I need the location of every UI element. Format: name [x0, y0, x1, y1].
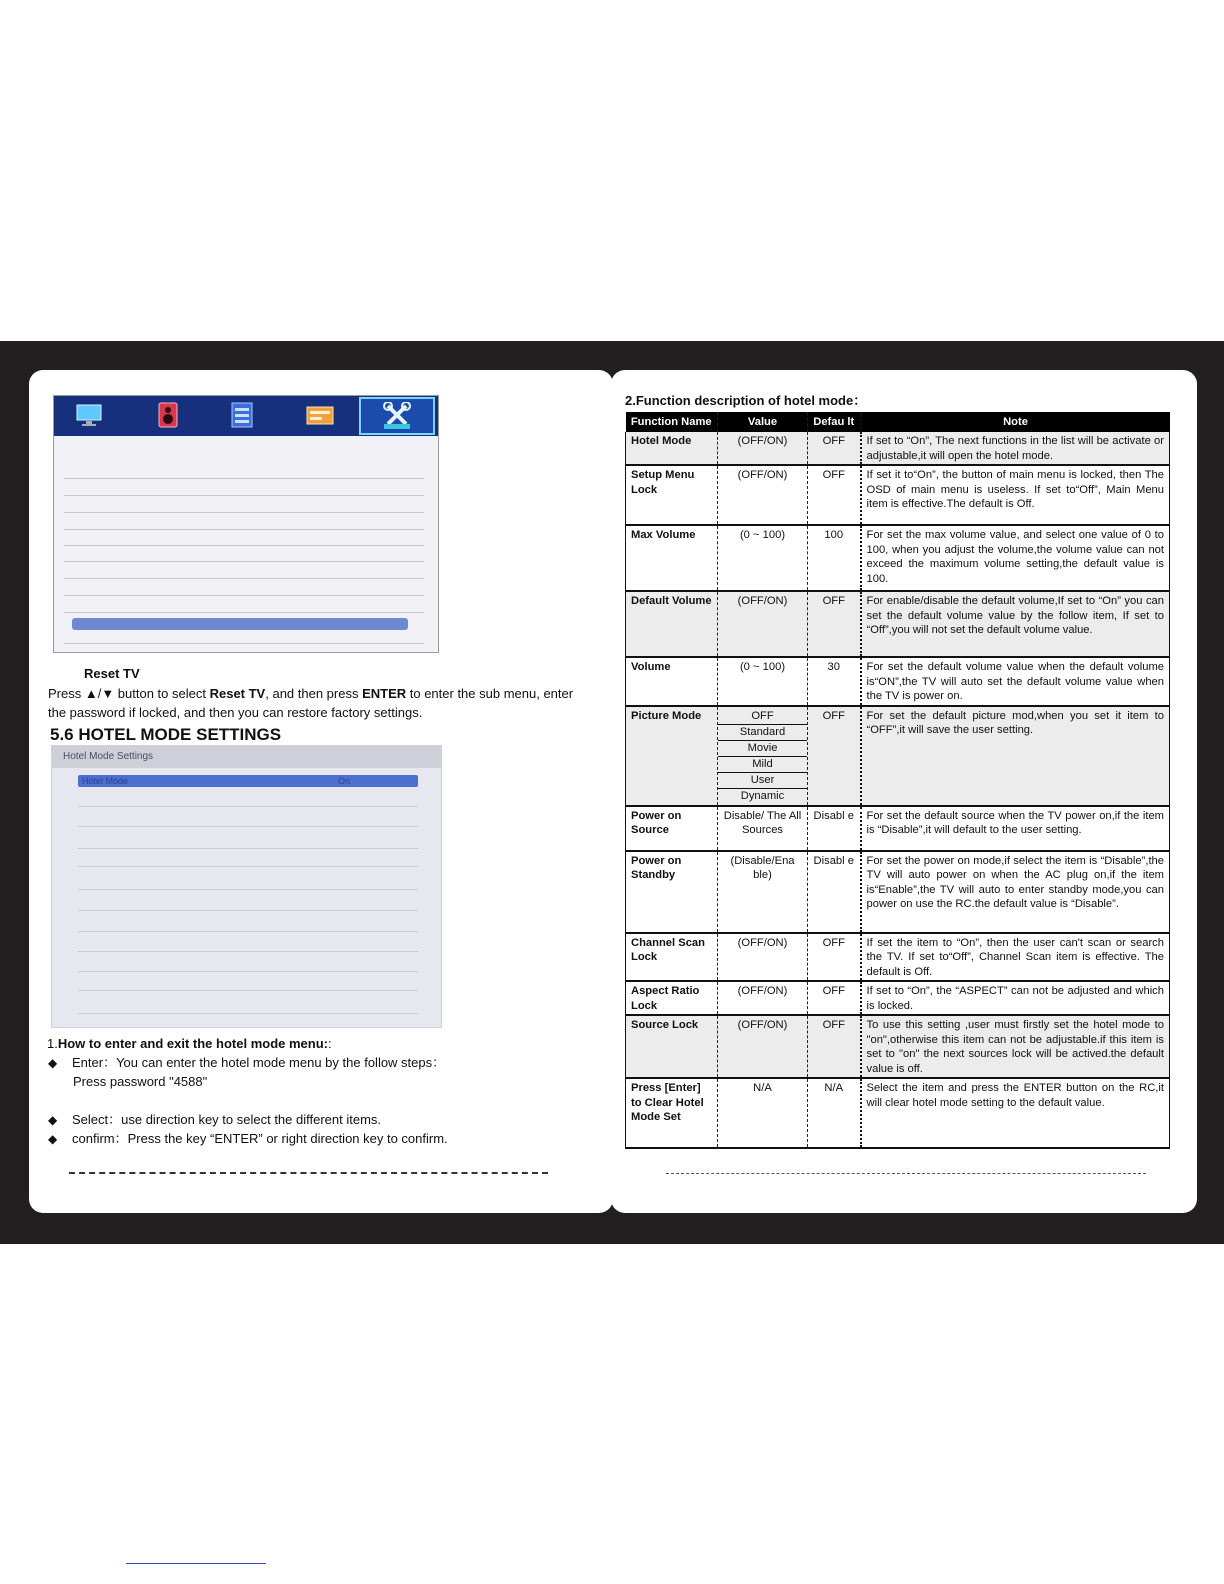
- table-row: [626, 591, 1170, 657]
- table-row: [626, 706, 1170, 806]
- header-default: Defau lt: [808, 412, 861, 432]
- bullet-select: ◆ Select：use direction key to select the different items.: [48, 1110, 381, 1130]
- row-value: Disable/ The All Sources: [718, 806, 808, 851]
- row-default: 30: [808, 657, 861, 706]
- row-default: OFF: [808, 432, 861, 465]
- page-footer-rule: [69, 1172, 548, 1174]
- row-note: For set the power on mode,if select the item is “Disable”,the TV will auto power on when the AC plug on,if the item is“Enable”,the TV will auto to enter standby mode,you can power on use the RC.the default value is “Disable”.: [861, 851, 1170, 933]
- settings-divider: [78, 910, 418, 911]
- settings-divider: [78, 1013, 418, 1014]
- menu-divider: [64, 512, 424, 513]
- settings-divider: [78, 806, 418, 807]
- header-value: Value: [718, 412, 808, 432]
- menu-selection-bar: [72, 618, 408, 630]
- row-name: Source Lock: [626, 1015, 718, 1078]
- row-value: N/A: [718, 1078, 808, 1148]
- table-row: [626, 657, 1170, 706]
- row-name: Power on Source: [626, 806, 718, 851]
- row-value: (OFF/ON): [718, 591, 808, 657]
- settings-divider: [78, 971, 418, 972]
- hotel-mode-settings-screenshot: [51, 745, 442, 1028]
- row-note: For set the default picture mod,when you set it item to “OFF”,it will save the user setting.: [861, 706, 1170, 806]
- row-default: OFF: [808, 706, 861, 806]
- settings-divider: [78, 990, 418, 991]
- row-name: Press [Enter] to Clear Hotel Mode Set: [626, 1078, 718, 1148]
- row-note: For set the max volume value, and select one value of 0 to 100, when you adjust the volume,the volume value can not exceed the maximum volume setting,the default value is 100.: [861, 525, 1170, 591]
- row-default: OFF: [808, 933, 861, 982]
- setup-tools-icon: [359, 397, 435, 435]
- row-value: (OFF/ON): [718, 933, 808, 982]
- row-default: OFF: [808, 981, 861, 1015]
- table-row: [626, 465, 1170, 525]
- row-note: For set the default source when the TV power on,if the item is “Disable”,it will default to the user setting.: [861, 806, 1170, 851]
- hotel-function-table: [625, 412, 1170, 1149]
- picture-mode-options: [718, 706, 808, 806]
- row-default: OFF: [808, 465, 861, 525]
- row-default: OFF: [808, 591, 861, 657]
- table-row: [626, 933, 1170, 982]
- diamond-bullet-icon: ◆: [48, 1056, 58, 1070]
- main-menu-screenshot: [53, 395, 439, 653]
- row-value: (0 ~ 100): [718, 657, 808, 706]
- picture-option: Mild: [718, 757, 807, 773]
- table-header-row: [626, 412, 1170, 432]
- hotel-settings-header: Hotel Mode Settings: [52, 746, 441, 768]
- row-note: If set it to“On”, the button of main menu is locked, then The OSD of main menu is useless. If set to“Off”, Main Menu item is effective.The default is Off.: [861, 465, 1170, 525]
- row-name: Channel Scan Lock: [626, 933, 718, 982]
- row-value: (0 ~ 100): [718, 525, 808, 591]
- row-note: If set to “On”, The next functions in the list will be activate or adjustable,it will open the hotel mode.: [861, 432, 1170, 465]
- bullet-enter: ◆ Enter：You can enter the hotel mode menu by the follow steps：: [48, 1053, 445, 1073]
- row-value: (OFF/ON): [718, 432, 808, 465]
- row-name: Hotel Mode: [626, 432, 718, 465]
- table-row: [626, 1015, 1170, 1078]
- row-name: Max Volume: [626, 525, 718, 591]
- row-value: (OFF/ON): [718, 981, 808, 1015]
- row-name: Picture Mode: [626, 706, 718, 806]
- channel-icon: [226, 400, 258, 430]
- function-description-title: 2.Function description of hotel mode：: [625, 393, 867, 408]
- sound-icon: [152, 400, 184, 430]
- row-value: (Disable/Ena ble): [718, 851, 808, 933]
- hyperlink-underline: [126, 1563, 266, 1564]
- how-to-title: 1.How to enter and exit the hotel mode menu::: [47, 1036, 332, 1051]
- header-function-name: Function Name: [626, 412, 718, 432]
- picture-option: OFF: [718, 709, 807, 725]
- settings-divider: [78, 931, 418, 932]
- row-name: Volume: [626, 657, 718, 706]
- reset-tv-description: Press ▲/▼ button to select Reset TV, and then press ENTER to enter the sub menu, enter the password if locked, and then you can restore factory settings.: [48, 686, 574, 720]
- picture-option: Movie: [718, 741, 807, 757]
- header-note: Note: [861, 412, 1170, 432]
- row-note: For set the default volume value when the default volume is“ON”,the TV will auto set the default volume value when the TV is power on.: [861, 657, 1170, 706]
- reset-tv-heading: Reset TV: [84, 666, 140, 681]
- picture-option: Dynamic: [740, 789, 785, 802]
- row-note: If set the item to “On”, then the user can't scan or search the TV. If set to“Off”, Channel Scan item is effective. The default is Off.: [861, 933, 1170, 982]
- picture-option: Standard: [718, 725, 807, 741]
- row-note: For enable/disable the default volume,If set to “On” you can set the default volume value by the follow item, If set to “Off”,you will not set the default volume value.: [861, 591, 1170, 657]
- row-value: (OFF/ON): [718, 1015, 808, 1078]
- menu-divider: [64, 478, 424, 479]
- row-name: Aspect Ratio Lock: [626, 981, 718, 1015]
- row-note: If set to “On”, the “ASPECT” can not be adjusted and which is locked.: [861, 981, 1170, 1015]
- menu-divider: [64, 529, 424, 530]
- page-footer-rule: [666, 1173, 1146, 1174]
- table-row: [626, 1078, 1170, 1148]
- row-default: 100: [808, 525, 861, 591]
- menu-divider: [64, 595, 424, 596]
- table-row: [626, 432, 1170, 465]
- settings-divider: [78, 848, 418, 849]
- bullet-confirm: ◆ confirm：Press the key “ENTER” or right direction key to confirm.: [48, 1129, 448, 1149]
- left-page: [29, 370, 613, 1213]
- picture-icon: [73, 400, 105, 430]
- row-default: Disabl e: [808, 851, 861, 933]
- menu-divider: [64, 561, 424, 562]
- right-page: [611, 370, 1197, 1213]
- row-note: To use this setting ,user must firstly set the hotel mode to "on",otherwise this item can not be adjustable.if this item is set to "on" the next sources lock will be actived.the default value is off.: [861, 1015, 1170, 1078]
- row-name: Setup Menu Lock: [626, 465, 718, 525]
- settings-divider: [78, 866, 418, 867]
- settings-divider: [78, 951, 418, 952]
- menu-divider: [64, 612, 424, 613]
- table-row: [626, 981, 1170, 1015]
- menu-icon-bar: [54, 396, 438, 436]
- section-title: 5.6 HOTEL MODE SETTINGS: [50, 725, 282, 744]
- row-name: Power on Standby: [626, 851, 718, 933]
- settings-divider: [78, 826, 418, 827]
- row-value: (OFF/ON): [718, 465, 808, 525]
- hotel-mode-row-selected: Hotel Mode On: [78, 775, 418, 787]
- row-note: Select the item and press the ENTER button on the RC,it will clear hotel mode setting to the default value.: [861, 1078, 1170, 1148]
- enter-password-line: Press password "4588": [73, 1074, 208, 1089]
- lock-icon: [304, 400, 336, 430]
- menu-divider: [64, 578, 424, 579]
- menu-divider: [64, 643, 424, 644]
- picture-option: User: [718, 773, 807, 789]
- row-default: N/A: [808, 1078, 861, 1148]
- row-default: OFF: [808, 1015, 861, 1078]
- menu-divider: [64, 545, 424, 546]
- diamond-bullet-icon: ◆: [48, 1132, 58, 1146]
- table-row: [626, 851, 1170, 933]
- settings-divider: [78, 889, 418, 890]
- diamond-bullet-icon: ◆: [48, 1113, 58, 1127]
- menu-divider: [64, 495, 424, 496]
- row-name: Default Volume: [626, 591, 718, 657]
- table-row: [626, 525, 1170, 591]
- table-row: [626, 806, 1170, 851]
- row-default: Disabl e: [808, 806, 861, 851]
